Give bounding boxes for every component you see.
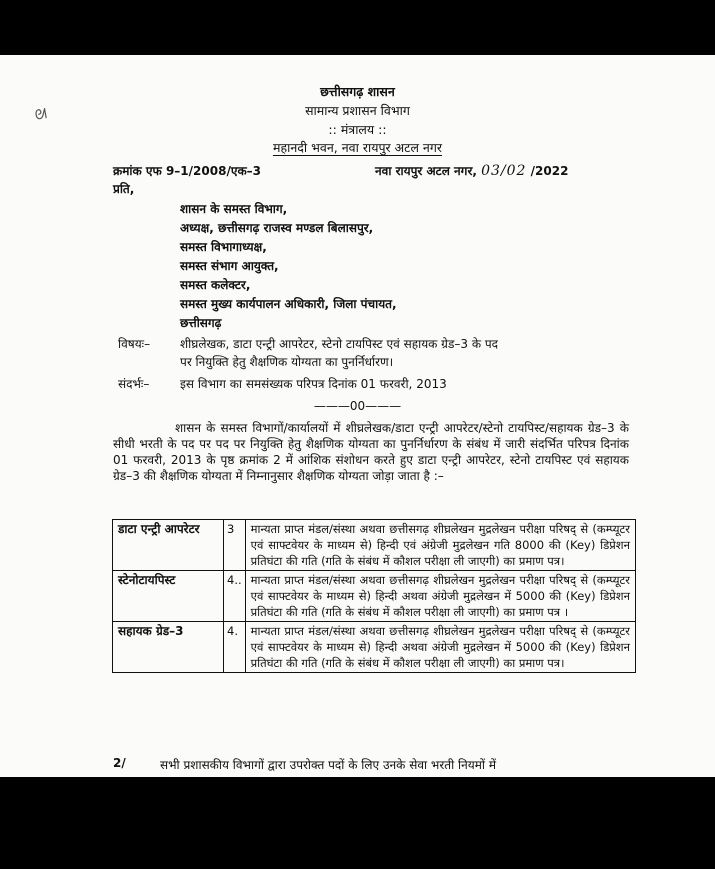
order-number: क्रमांक एफ 9–1/2008/एक–3 (113, 164, 262, 178)
header-govt: छत्तीसगढ़ शासन (320, 84, 395, 99)
order-year: /2022 (530, 164, 569, 178)
recipient-item: समस्त विभागाध्यक्ष, (180, 240, 267, 254)
serial-cell: 4.. (224, 571, 246, 622)
to-label: प्रति, (113, 182, 135, 196)
subject-line2: पर नियुक्ति हेतु शैक्षणिक योग्यता का पुनर्निर्धारण। (180, 355, 394, 369)
recipient-item: समस्त मुख्य कार्यपालन अधिकारी, जिला पंचायत, (180, 297, 397, 311)
order-date (375, 162, 568, 179)
recipient-item: अध्यक्ष, छत्तीसगढ़ राजस्व मण्डल बिलासपुर, (180, 221, 374, 235)
table-row (113, 520, 636, 571)
recipient-item: छत्तीसगढ़ (180, 316, 222, 330)
header-ministry: :: मंत्रालय :: (328, 122, 387, 137)
recipient-item: समस्त संभाग आयुक्त, (180, 259, 279, 273)
pencil-mark: ᘛ (33, 106, 49, 124)
table-row (113, 622, 636, 673)
qualification-table (112, 519, 636, 673)
document-page (0, 55, 715, 777)
reference-text: इस विभाग का समसंख्यक परिपत्र दिनांक 01 फरवरी, 2013 (180, 377, 447, 391)
separator: ———00——— (313, 399, 402, 413)
qualification-cell: मान्यता प्राप्त मंडल/संस्था अथवा छत्तीसगढ़ शीघ्रलेखन मुद्रलेखन परीक्षा परिषद् से (कम्प्यूटर एवं साफ्टवेयर के माध्यम से) हिन्दी एवं अंग्रेजी मुद्रलेखन गति 8000 की (Key) डिप्रेशन प्रतिघंटा की गति (गति के संबंध में कौशल परीक्षा ली जाएगी) का प्रमाण पत्र। (245, 520, 635, 571)
reference-label: संदर्भः– (118, 377, 150, 391)
header-dept: सामान्य प्रशासन विभाग (305, 103, 410, 118)
header-address (0, 139, 715, 156)
subject-label: विषयः– (118, 337, 151, 351)
header-address-text: महानदी भवन, नवा रायपुर अटल नगर (272, 140, 443, 155)
post-cell: स्टेनोटायपिस्ट (113, 571, 224, 622)
subject-line1: शीघ्रलेखक, डाटा एन्ट्री आपरेटर, स्टेनो टायपिस्ट एवं सहायक ग्रेड–3 के पद (180, 337, 499, 351)
table-row (113, 571, 636, 622)
qualification-cell: मान्यता प्राप्त मंडल/संस्था अथवा छत्तीसगढ़ शीघ्रलेखन मुद्रलेखन परीक्षा परिषद् से (कम्प्यूटर एवं साफ्टवेयर के माध्यम से) हिन्दी अथवा अंग्रेजी मुद्रलेखन में 5000 की (Key) डिप्रेशन प्रतिघंटा की गति (गति के संबंध में कौशल परीक्षा ली जाएगी) का प्रमाण पत्र। (245, 622, 635, 673)
para2-number: 2/ (113, 756, 126, 770)
place-date-prefix: नवा रायपुर अटल नगर, (375, 164, 477, 178)
handwritten-date: 03/02 (481, 163, 527, 179)
body-paragraph: शासन के समस्त विभागों/कार्यालयों में शीघ्रलेखक/डाटा एन्ट्री आपरेटर/स्टेनो टायपिस्ट/सहायक ग्रेड–3 के सीधी भरती के पद पर पद पर नियुक्ति हेतु शैक्षणिक योग्यता का पुनर्निर्धारण के संबंध में जारी संदर्भित परिपत्र दिनांक 01 फरवरी, 2013 के पृष्ठ क्रमांक 2 में आंशिक संशोधन करते हुए डाटा एन्ट्री आपरेटर, स्टेनो टायपिस्ट एवं सहायक ग्रेड–3 की शैक्षणिक योग्यता में निम्नानुसार शैक्षणिक योग्यता जोड़ा जाता है :– (113, 421, 629, 483)
post-cell: सहायक ग्रेड–3 (113, 622, 224, 673)
qualification-cell: मान्यता प्राप्त मंडल/संस्था अथवा छत्तीसगढ़ शीघ्रलेखन मुद्रलेखन परीक्षा परिषद् से (कम्प्यूटर एवं साफ्टवेयर के माध्यम से) हिन्दी अथवा अंग्रेजी मुद्रलेखन में 5000 की (Key) डिप्रेशन प्रतिघंटा की गति (गति के संबंध में कौशल परीक्षा ली जाएगी) का प्रमाण पत्र । (245, 571, 635, 622)
serial-cell: 4. (224, 622, 246, 673)
post-cell: डाटा एन्ट्री आपरेटर (113, 520, 224, 571)
para2-text: सभी प्रशासकीय विभागों द्वारा उपरोक्त पदों के लिए उनके सेवा भरती नियमों में (160, 758, 497, 772)
serial-cell: 3 (224, 520, 246, 571)
recipient-item: शासन के समस्त विभाग, (180, 202, 288, 216)
recipient-item: समस्त कलेक्टर, (180, 278, 251, 292)
